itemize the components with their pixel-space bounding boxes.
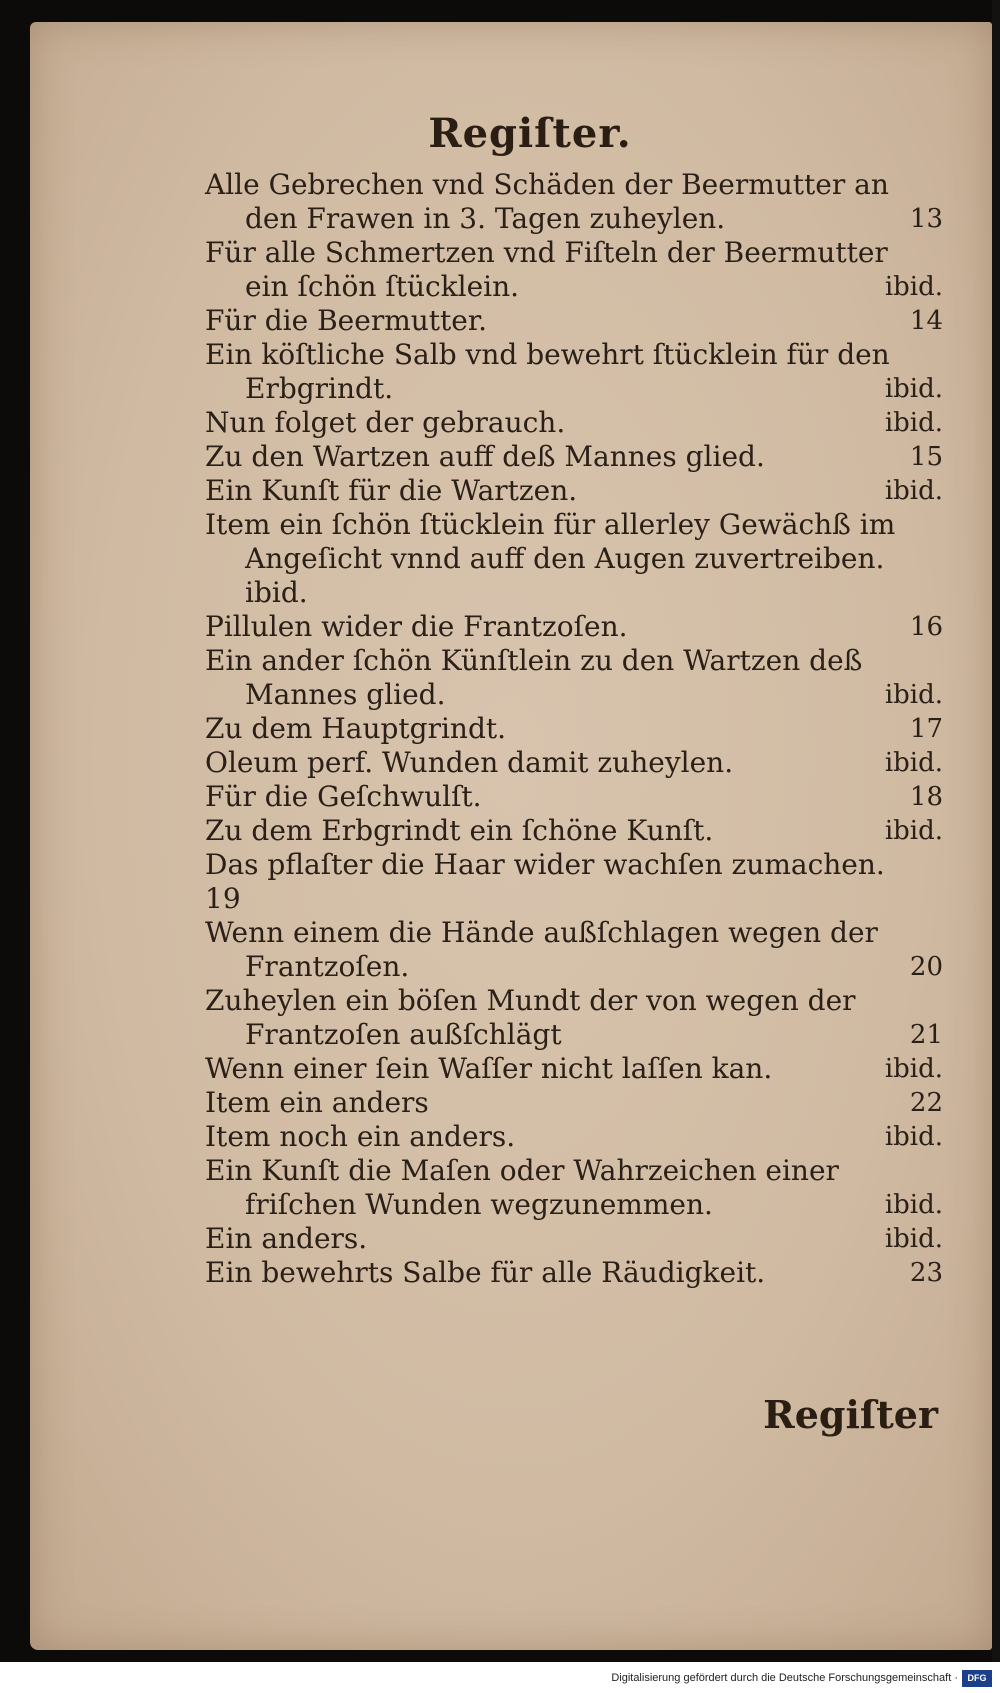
entry-text: Wenn einem die Hände außſchlagen wegen der: [205, 916, 878, 949]
entry-page-ref: ibid.: [884, 374, 943, 404]
register-entry: [205, 644, 943, 678]
register-entry: [205, 950, 943, 984]
register-entry: [205, 1120, 943, 1154]
register-list: [205, 168, 943, 1290]
entry-page-ref: ibid.: [884, 476, 943, 506]
entry-text: Für die Beermutter.: [205, 304, 488, 337]
register-entry: [205, 474, 943, 508]
footer-credit: Digitalisierung gefördert durch die Deutsche Forschungsgemeinschaft ·: [611, 1672, 958, 1684]
entry-text: Für alle Schmertzen vnd Fiſteln der Beermutter: [205, 236, 888, 269]
register-entry: [205, 746, 943, 780]
register-entry: [205, 780, 943, 814]
entry-text: Angeſicht vnnd auff den Augen zuvertreiben.: [245, 542, 885, 575]
register-entry: [205, 1052, 943, 1086]
entry-page-ref: 22: [909, 1088, 943, 1118]
register-entry: [205, 814, 943, 848]
register-entry: [205, 168, 943, 202]
entry-text: Für die Geſchwulſt.: [205, 780, 482, 813]
register-entry: [205, 848, 943, 882]
entry-page-ref: ibid.: [884, 272, 943, 302]
register-entry: [205, 1188, 943, 1222]
entry-page-ref: ibid.: [884, 1122, 943, 1152]
register-entry: [205, 1256, 943, 1290]
entry-page-ref: 13: [909, 204, 943, 234]
register-entry: [205, 440, 943, 474]
register-entry: [205, 304, 943, 338]
entry-text: Ein köſtliche Salb vnd bewehrt ſtücklein für den: [205, 338, 890, 371]
register-entry: [205, 882, 943, 916]
register-entry: [205, 202, 943, 236]
entry-page-ref: 18: [909, 782, 943, 812]
register-entry: [205, 576, 943, 610]
register-entry: [205, 372, 943, 406]
entry-page-ref: 15: [909, 442, 943, 472]
entry-page-ref: ibid.: [884, 1054, 943, 1084]
entry-text: Zu den Wartzen auff deß Mannes glied.: [205, 440, 765, 473]
entry-page-ref: 21: [909, 1020, 943, 1050]
register-entry: [205, 610, 943, 644]
register-entry: [205, 1086, 943, 1120]
register-entry: [205, 984, 943, 1018]
register-entry: [205, 406, 943, 440]
entry-page-ref: ibid.: [884, 1224, 943, 1254]
entry-text: Item ein ſchön ſtücklein für allerley Gewächß im: [205, 508, 896, 541]
entry-text: Alle Gebrechen vnd Schäden der Beermutter an: [205, 168, 889, 201]
scan-edge: [992, 0, 1000, 1662]
entry-text: Ein anders.: [205, 1222, 368, 1255]
entry-text: Zuheylen ein böſen Mundt der von wegen der: [205, 984, 856, 1017]
register-entry: [205, 236, 943, 270]
entry-page-ref: ibid.: [884, 816, 943, 846]
entry-text: Ein bewehrts Salbe für alle Räudigkeit.: [205, 1256, 766, 1289]
register-entry: [205, 338, 943, 372]
digitization-footer: [0, 1664, 1000, 1693]
entry-page-ref: 16: [909, 612, 943, 642]
register-entry: [205, 1222, 943, 1256]
entry-text: Item noch ein anders.: [205, 1120, 516, 1153]
entry-text: Zu dem Erbgrindt ein ſchöne Kunſt.: [205, 814, 714, 847]
dfg-logo-icon: DFG: [962, 1670, 992, 1687]
page-header: Regiſter.: [428, 110, 632, 157]
register-entry: [205, 712, 943, 746]
entry-text: den Frawen in 3. Tagen zuheylen.: [245, 202, 726, 235]
entry-page-ref: ibid.: [884, 1190, 943, 1220]
entry-text: Wenn einer ſein Waſſer nicht laſſen kan.: [205, 1052, 773, 1085]
entry-text: Ein Kunſt für die Wartzen.: [205, 474, 578, 507]
entry-text: Erbgrindt.: [245, 372, 394, 405]
register-entry: [205, 916, 943, 950]
entry-page-ref: 20: [909, 952, 943, 982]
entry-page-ref: ibid.: [884, 680, 943, 710]
register-entry: [205, 270, 943, 304]
entry-page-ref: ibid.: [884, 408, 943, 438]
register-entry: [205, 678, 943, 712]
entry-text: Frantzoſen.: [245, 950, 410, 983]
entry-text: Ein ander ſchön Künſtlein zu den Wartzen deß: [205, 644, 863, 677]
entry-text: 19: [205, 882, 241, 915]
entry-text: Pillulen wider die Frantzoſen.: [205, 610, 628, 643]
entry-text: Zu dem Hauptgrindt.: [205, 712, 507, 745]
catchword: Regiſter: [763, 1392, 938, 1437]
entry-text: Frantzoſen außſchlägt: [245, 1018, 562, 1051]
entry-page-ref: 14: [909, 306, 943, 336]
register-entry: [205, 1018, 943, 1052]
register-entry: [205, 542, 943, 576]
entry-page-ref: 17: [909, 714, 943, 744]
entry-text: Mannes glied.: [245, 678, 446, 711]
register-entry: [205, 1154, 943, 1188]
entry-text: ibid.: [245, 576, 308, 609]
entry-page-ref: 23: [909, 1258, 943, 1288]
entry-text: Das pflaſter die Haar wider wachſen zumachen.: [205, 848, 885, 881]
entry-text: friſchen Wunden wegzunemmen.: [245, 1188, 713, 1221]
register-entry: [205, 508, 943, 542]
entry-text: Ein Kunſt die Maſen oder Wahrzeichen einer: [205, 1154, 839, 1187]
entry-text: Item ein anders: [205, 1086, 429, 1119]
entry-text: Nun folget der gebrauch.: [205, 406, 566, 439]
entry-page-ref: ibid.: [884, 748, 943, 778]
entry-text: Oleum perf. Wunden damit zuheylen.: [205, 746, 734, 779]
entry-text: ein ſchön ſtücklein.: [245, 270, 520, 303]
